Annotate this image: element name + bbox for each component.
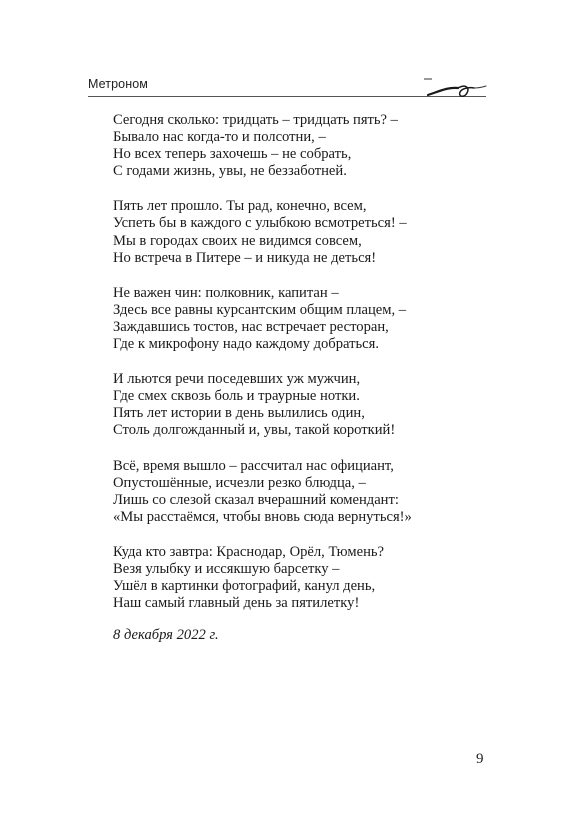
stanza [113, 198, 493, 266]
poem-line: Сегодня сколько: тридцать – тридцать пять? – [113, 112, 398, 128]
poem-line: «Мы расстаёмся, чтобы вновь сюда вернуться!» [113, 508, 412, 525]
poem-line: Пять лет истории в день вылились один, [113, 405, 365, 422]
poem-line: Но всех теперь захочешь – не собрать, [113, 146, 352, 163]
poem-line: Но встреча в Питере – и никуда не деться! [113, 249, 377, 266]
stanza [113, 458, 493, 526]
poem-line: Не важен чин: полковник, капитан – [113, 284, 339, 301]
poem-line: Пять лет прошло. Ты рад, конечно, всем, [113, 198, 367, 215]
running-head-title: Метроном [88, 77, 148, 91]
poem-line: Лишь со слезой сказал вчерашний комендант: [113, 491, 399, 508]
stanza [113, 544, 493, 612]
poem-body [113, 112, 493, 630]
poem-line: Заждавшись тостов, нас встречает ресторан, [113, 318, 389, 335]
poem-line: Куда кто завтра: Краснодар, Орёл, Тюмень? [113, 543, 385, 560]
poem-date: 8 декабря 2022 г. [113, 627, 219, 643]
poem-line: Где смех сквозь боль и траурные нотки. [113, 388, 360, 405]
poem-line: Всё, время вышло – рассчитал нас официант, [113, 457, 394, 474]
stanza [113, 285, 493, 353]
stanza [113, 112, 493, 180]
poem-line: Наш самый главный день за пятилетку! [113, 595, 360, 612]
poem-line: Успеть бы в каждого с улыбкою всмотреться! – [113, 215, 407, 232]
flourish-ornament-icon [418, 72, 488, 104]
poem-line: Опустошённые, исчезли резко блюдца, – [113, 474, 366, 491]
poem-line: И льются речи поседевших уж мужчин, [113, 371, 361, 388]
poem-line: С годами жизнь, увы, не беззаботней. [113, 163, 347, 180]
poem-line: Столь долгожданный и, увы, такой короткий! [113, 422, 396, 439]
poem-line: Ушёл в картинки фотографий, канул день, [113, 578, 376, 595]
stanza [113, 371, 493, 439]
poem-line: Здесь все равны курсантским общим плацем, – [113, 301, 407, 318]
poem-line: Мы в городах своих не видимся совсем, [113, 232, 362, 249]
poem-line: Везя улыбку и иссякшую барсетку – [113, 560, 340, 577]
page-number: 9 [476, 751, 484, 767]
poem-line: Где к микрофону надо каждому добраться. [113, 336, 379, 353]
poem-line: Бывало нас когда-то и полсотни, – [113, 129, 326, 146]
